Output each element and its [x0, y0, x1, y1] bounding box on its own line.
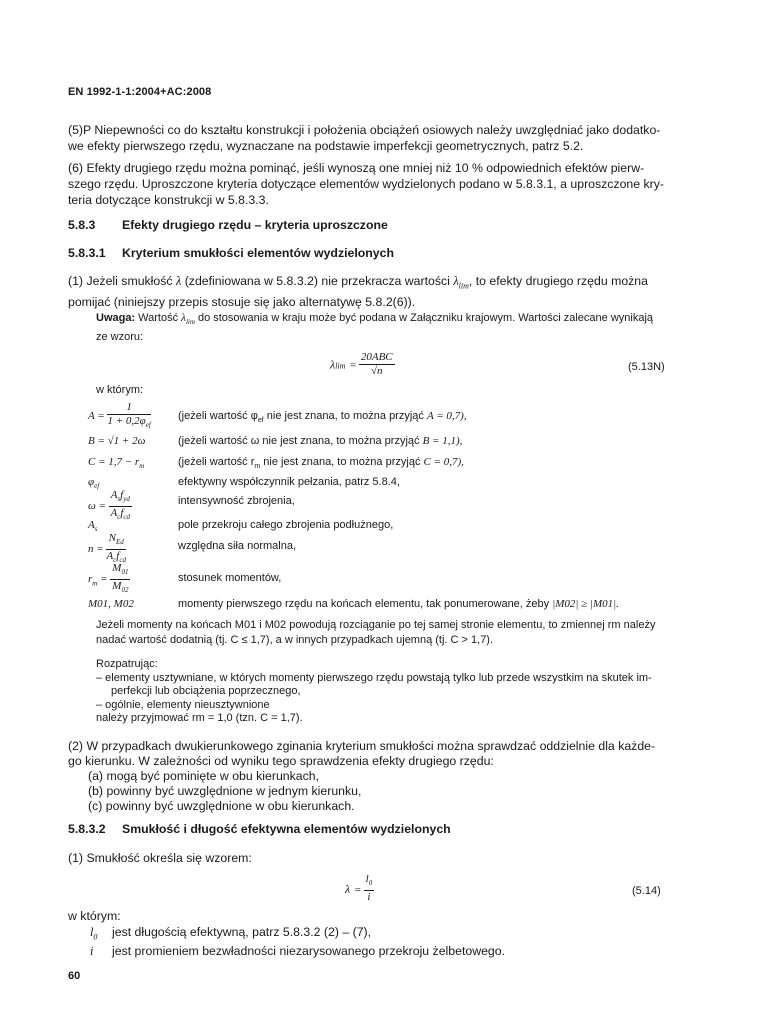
def-B-formula: B = √1 + 2ω — [88, 435, 146, 447]
section-number: 5.8.3.2 — [68, 822, 106, 836]
lambda-lim-symbol: $\lambda_{lim}$ — [453, 274, 469, 291]
def-M-symbol: M01, M02 — [88, 598, 134, 610]
paragraph-1 — [68, 273, 700, 310]
def-M-text: momenty pierwszego rzędu na końcach elementu, tak ponumerowane, żeby |M02| ≥ |M01|. — [178, 598, 619, 610]
paragraph-line: teria dotyczące konstrukcji w 5.8.3.3. — [68, 193, 269, 207]
paragraph-6 — [68, 160, 700, 208]
def-phi-text: efektywny współczynnik pełzania, patrz 5.8.4, — [178, 476, 400, 488]
section-heading-5-8-3-2 — [68, 822, 451, 836]
list-item: (b) powinny być uwzględnione w jednym kierunku, — [88, 784, 362, 798]
paragraph-line: (5)P Niepewności co do kształtu konstrukcji i położenia obciążeń osiowych należy uwzględniać jako dodatko- — [68, 123, 661, 137]
list-item: (a) mogą być pominięte w obu kierunkach, — [88, 769, 320, 783]
equation-number: (5.13N) — [628, 361, 665, 373]
paragraph-line: (6) Efekty drugiego rzędu można pominąć, jeśli wynoszą one mniej niż 10 % odpowiednich efektów pierw- — [68, 161, 645, 175]
section-heading-5-8-3-1 — [68, 246, 394, 260]
section-number: 5.8.3 — [68, 218, 96, 232]
where-label: w którym: — [96, 384, 144, 396]
def-A-text: (jeżeli wartość $\varphi_{ef}$ nie jest znana, to można przyjąć A = 0,7), — [178, 410, 467, 425]
def-rm-text: stosunek momentów, — [178, 572, 282, 584]
where-label: w którym: — [68, 909, 121, 923]
list-item: (c) powinny być uwzględnione w obu kierunkach. — [88, 799, 355, 813]
note: Uwaga: Wartość $\lambda_{lim}$ do stosowania w kraju może być podana w Załączniku krajowym. Wartości zalecane wynikają ze wzoru: — [96, 312, 654, 344]
page-number: 60 — [68, 970, 81, 982]
moments-note: Jeżeli momenty na końcach M01 i M02 powodują rozciąganie po tej samej stronie elementu, to zmiennej rm należy nadać wartość dodatnią (tj. C ≤ 1,7), a w innych przypadkach ujemną (tj. C > 1,7). — [96, 619, 656, 646]
standard-header: EN 1992-1-1:2004+AC:2008 — [68, 86, 212, 98]
section-title: Kryterium smukłości elementów wydzielonych — [122, 246, 394, 260]
paragraph-line: szego rzędu. Uproszczone kryteria dotyczące elementów wydzielonych podano w 5.8.3.1, a uproszczone kry- — [68, 177, 665, 191]
section-title: Efekty drugiego rzędu – kryteria uproszczone — [122, 218, 388, 232]
paragraph-line: we efekty pierwszego rzędu, wyznaczane na podstawie imperfekcji geometrycznych, patrz 5.2. — [68, 139, 584, 153]
lambda-symbol: λ — [175, 274, 182, 288]
equation-5-13n: λlim = $\frac{\text{20ABC}}{√n}$ — [330, 351, 393, 377]
paragraph-5p — [68, 122, 700, 154]
def-omega-formula: ω = $\frac{A_sf_{yd}}{A_cf_{cd}}$ — [88, 489, 131, 522]
paragraph-1b: (1) Smukłość określa się wzorem: — [68, 851, 252, 865]
def-rm-formula: $r_m$ = $\frac{M_{01}}{M_{02}}$ — [88, 562, 129, 595]
def-C-formula: $C = 1,7 - r_m$ — [88, 456, 145, 471]
def-A-formula: A = $\frac{1}{1 + 0,2\varphi_{ef}}$ — [88, 401, 151, 430]
paragraph-line: pomijać (niniejszy przepis stosuje się jako alternatywę 5.8.2(6)). — [68, 295, 416, 310]
equation-number: (5.14) — [632, 885, 661, 897]
defs-5-14: $l_0$ jest długością efektywną, patrz 5.8.3.2 (2) – (7), i jest promieniem bezwładności niezarysowanego przekroju żelbetowego. — [90, 925, 506, 959]
def-n-text: względna siła normalna, — [178, 540, 297, 552]
section-number: 5.8.3.1 — [68, 246, 106, 260]
def-As-symbol: $A_s$ — [88, 519, 98, 534]
note-label: Uwaga: — [96, 312, 136, 324]
equation-5-14: λ = $\frac{l_0}{i}$ — [345, 873, 373, 904]
paragraph-2: (2) W przypadkach dwukierunkowego zginania kryterium smukłości można sprawdzać oddzielnie dla każde- go kierunku. W zależności od wyniku tego sprawdzenia efekty drugiego rzędu: (a) mogą być pominięte w obu kierunkach, (b) powinny być uwzględnione w jednym kierunku, (c) powinny być uwzględnione w obu kierunkach. — [68, 739, 656, 813]
paragraph-line: (1) Jeżeli smukłość λ (zdefiniowana w 5.8.3.2) nie przekracza wartości $\lambda_{lim}$, to efekty drugiego rzędu można — [68, 274, 648, 291]
section-title: Smukłość i długość efektywna elementów wydzielonych — [122, 822, 451, 836]
def-C-text: (jeżeli wartość $r_m$ nie jest znana, to można przyjąć C = 0,7), — [178, 456, 464, 471]
def-B-text: (jeżeli wartość ω nie jest znana, to można przyjąć B = 1,1), — [178, 435, 463, 447]
def-As-text: pole przekroju całego zbrojenia podłużnego, — [178, 519, 394, 531]
rozpatrujac-block: Rozpatrując: – elementy usztywniane, w których momenty pierwszego rzędu powstają tylko lub przede wszystkim na skutek im- perfekcji lub obciążenia poprzecznego, – ogólnie, elementy nieusztywnione należy przyjmować rm = 1,0 (tzn. C = 1,7). — [96, 658, 652, 724]
def-phi-symbol: $\varphi_{ef}$ — [88, 476, 100, 491]
def-n-formula: n = $\frac{N_{Ed}}{A_cf_{cd}}$ — [88, 532, 126, 565]
section-heading-5-8-3 — [68, 218, 388, 232]
def-omega-text: intensywność zbrojenia, — [178, 495, 295, 507]
